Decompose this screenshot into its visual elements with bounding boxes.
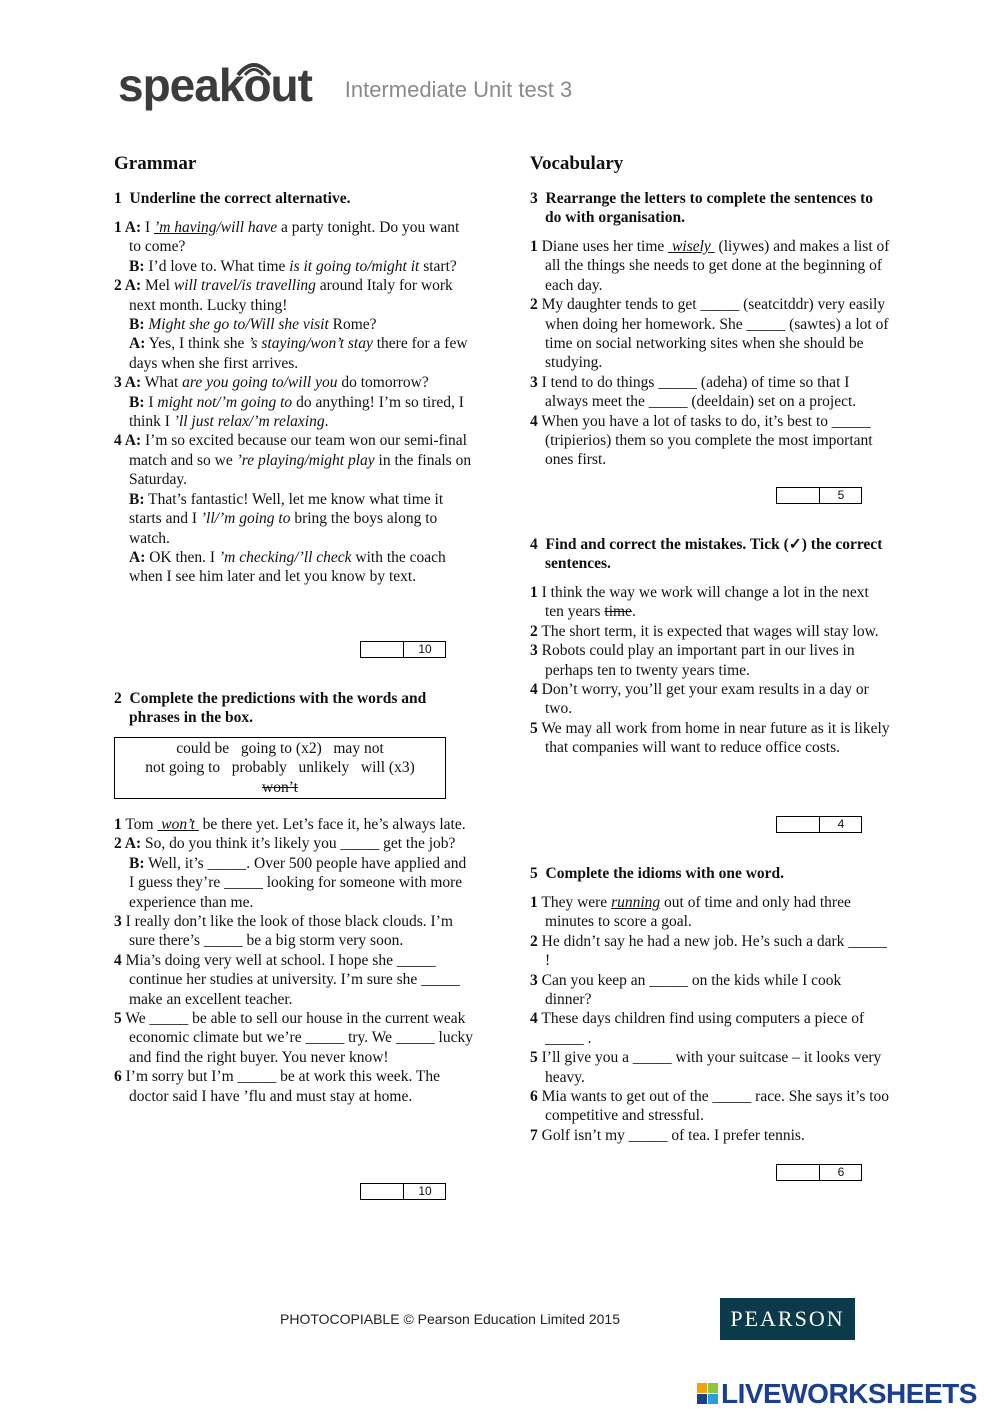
ex5-score-box[interactable]: 6 [776, 1164, 862, 1181]
ex1-item-2[interactable]: 2 A: Mel will travel/is travelling around Italy for work next month. Lucky thing! [114, 277, 453, 314]
ex1-item-2c[interactable]: A: Yes, I think she ’s staying/won’t stay there for a few days when she first arrives. [129, 335, 468, 372]
ex1-item-4b[interactable]: B: That’s fantastic! Well, let me know what time it starts and I ’ll/’m going to bring the boys along to watch. [129, 490, 444, 547]
liveworksheets-logo-icon [697, 1383, 719, 1405]
word-box-line-1: could be going to (x2) may not [176, 740, 384, 757]
signal-arc-icon [234, 55, 274, 77]
grammar-heading: Grammar [114, 153, 197, 174]
ex5-item-3[interactable]: 3 Can you keep an _____ on the kids while I cook dinner? [530, 971, 842, 1009]
ex5-item-6[interactable]: 6 Mia wants to get out of the _____ race. She says it’s too competitive and stressful. [530, 1088, 890, 1125]
vocabulary-heading: Vocabulary [530, 153, 624, 174]
exercise-5 [530, 864, 890, 1145]
word-box-line-3: won’t [262, 778, 298, 796]
vocabulary-section [530, 153, 890, 470]
exercise-2-items [114, 815, 474, 1106]
ex4-score-box[interactable]: 4 [776, 816, 862, 833]
speakout-logo [118, 58, 572, 112]
ex1-item-4[interactable]: 4 A: I’m so excited because our team won our semi-final match and so we ’re playing/might play in the finals on Saturday. [114, 432, 472, 489]
ex3-item-2[interactable]: 2 My daughter tends to get _____ (seatcitddr) very easily when doing her homework. She _____ (sawtes) a lot of time on social networking sites when she should be studying. [530, 296, 889, 372]
ex1-score-box[interactable]: 10 [360, 641, 446, 658]
copyright-notice: PHOTOCOPIABLE © Pearson Education Limited 2015 [280, 1311, 621, 1327]
ex2-score-box[interactable]: 10 [360, 1183, 446, 1200]
ex5-item-5[interactable]: 5 I’ll give you a _____ with your suitcase – it looks very heavy. [530, 1049, 882, 1086]
ex1-item-1b[interactable]: B: I’d love to. What time is it going to/might it start? [129, 257, 457, 275]
ex2-item-1[interactable]: 1 Tom won’t be there yet. Let’s face it, he’s always late. [114, 816, 466, 833]
word-box [114, 737, 446, 799]
ex2-item-4[interactable]: 4 Mia’s doing very well at school. I hope she _____ continue her studies at university. I’m sure she _____ make an excellent teacher. [114, 951, 460, 1008]
exercise-5-instruction: 5 Complete the idioms with one word. [530, 865, 785, 882]
ex5-item-1[interactable]: 1 They were running out of time and only had three minutes to score a goal. [530, 894, 851, 931]
ex2-item-2[interactable]: 2 A: So, do you think it’s likely you _____ get the job? [114, 835, 456, 853]
ex3-score-box[interactable]: 5 [776, 487, 862, 504]
ex3-item-1[interactable]: 1 Diane uses her time wisely (liywes) and makes a list of all the things she needs to get done at the beginning of each day. [530, 238, 890, 294]
ex2-item-5[interactable]: 5 We _____ be able to sell our house in the current weak economic climate but we’re _____ try. We _____ lucky and find the right buyer. You never know! [114, 1010, 473, 1066]
ex3-item-4[interactable]: 4 When you have a lot of tasks to do, it’s best to _____ (tripierios) them so you complete the most important ones first. [530, 412, 873, 469]
ex2-item-6[interactable]: 6 I’m sorry but I’m _____ be at work this week. The doctor said I have ’flu and must stay at home. [114, 1068, 441, 1105]
exercise-4 [530, 535, 890, 758]
brand-name: speakout [118, 59, 324, 111]
exercise-2 [114, 689, 474, 737]
exercise-2-instruction: 2 Complete the predictions with the words and phrases in the box. [114, 690, 427, 726]
ex1-item-3[interactable]: 3 A: What are you going to/will you do tomorrow? [114, 374, 429, 392]
ex1-item-2b[interactable]: B: Might she go to/Will she visit Rome? [129, 316, 377, 334]
word-box-line-2: not going to probably unlikely will (x3) [145, 759, 415, 777]
exercise-3-instruction: 3 Rearrange the letters to complete the sentences to do with organisation. [530, 190, 874, 226]
ex1-item-1[interactable]: 1 A: I ’m having/will have a party tonight. Do you want to come? [114, 219, 460, 256]
ex2-item-2b[interactable]: B: Well, it’s _____. Over 500 people have applied and I guess they’re _____ looking for someone with more experience than me. [129, 854, 467, 911]
ex4-item-2[interactable]: 2 The short term, it is expected that wages will stay low. [530, 622, 879, 640]
ex5-item-2[interactable]: 2 He didn’t say he had a new job. He’s such a dark _____ ! [530, 932, 887, 970]
exercise-1-instruction: 1 Underline the correct alternative. [114, 190, 351, 207]
ex5-item-4[interactable]: 4 These days children find using computers a piece of _____ . [530, 1010, 865, 1047]
ex4-item-3[interactable]: 3 Robots could play an important part in our lives in perhaps ten to twenty years time. [530, 642, 855, 679]
exercise-4-instruction: 4 Find and correct the mistakes. Tick (✓) the correct sentences. [530, 536, 883, 572]
ex4-item-5[interactable]: 5 We may all work from home in near future as it is likely that companies will want to reduce office costs. [530, 719, 890, 757]
ex4-item-4[interactable]: 4 Don’t worry, you’ll get your exam results in a day or two. [530, 681, 869, 718]
ex5-item-7[interactable]: 7 Golf isn’t my _____ of tea. I prefer tennis. [530, 1126, 805, 1144]
ex4-item-1[interactable]: 1 I think the way we work will change a lot in the next ten years time. [530, 584, 869, 621]
liveworksheets-watermark: LIVEWORKSHEETS [697, 1378, 977, 1410]
ex2-item-3[interactable]: 3 I really don’t like the look of those black clouds. I’m sure there’s _____ be a big storm very soon. [114, 913, 453, 950]
pearson-logo: PEARSON [720, 1298, 855, 1340]
ex1-item-4c[interactable]: A: OK then. I ’m checking/’ll check with the coach when I see him later and let you know by text. [129, 548, 446, 586]
unit-title: Intermediate Unit test 3 [344, 77, 573, 102]
ex3-item-3[interactable]: 3 I tend to do things _____ (adeha) of time so that I always meet the _____ (deeldain) set on a project. [530, 373, 857, 411]
ex1-item-3b[interactable]: B: I might not/’m going to do anything! I’m so tired, I think I ’ll just relax/’m relaxing. [129, 393, 464, 431]
grammar-section [114, 153, 474, 587]
